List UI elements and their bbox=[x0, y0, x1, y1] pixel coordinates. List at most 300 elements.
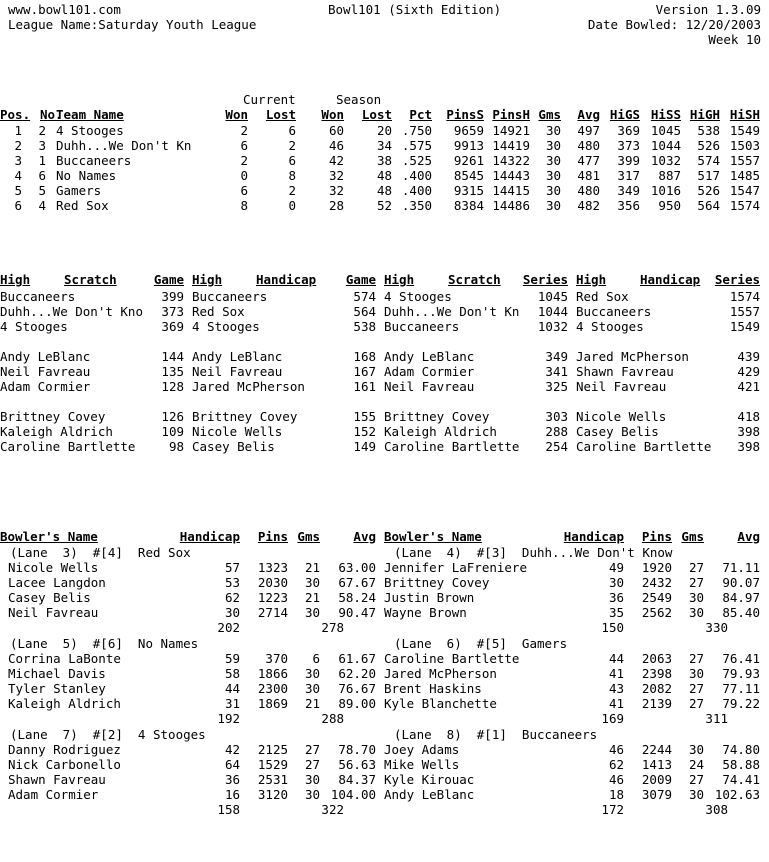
bowler-name: Kaleigh Aldrich bbox=[8, 696, 121, 711]
bowler-average: 84.37 bbox=[338, 772, 376, 787]
bowler-col-header: Bowler's Name bbox=[384, 529, 482, 544]
bowler-handicap: 35 bbox=[608, 605, 624, 620]
high-value: 135 bbox=[161, 364, 184, 379]
standings-cell: 5 bbox=[38, 183, 46, 198]
standings-col-header: Pct bbox=[409, 107, 432, 122]
high-name: Jared McPherson bbox=[576, 349, 689, 364]
bowler-handicap: 59 bbox=[224, 651, 240, 666]
standings-cell: 481 bbox=[577, 168, 600, 183]
standings-col-header: HiSH bbox=[729, 107, 760, 122]
bowler-pins: 1869 bbox=[257, 696, 288, 711]
lane-title: (Lane 7) #[2] 4 Stooges bbox=[10, 727, 206, 742]
bowler-handicap: 46 bbox=[608, 742, 624, 757]
bowler-handicap: 64 bbox=[224, 757, 240, 772]
bowler-average: 89.00 bbox=[338, 696, 376, 711]
lane-handicap-total: 172 bbox=[601, 802, 624, 817]
bowler-pins: 1323 bbox=[257, 560, 288, 575]
standings-cell: 6 bbox=[288, 123, 296, 138]
standings-cell: 1485 bbox=[729, 168, 760, 183]
standings-cell: 2 bbox=[240, 123, 248, 138]
high-name: Kaleigh Aldrich bbox=[384, 424, 497, 439]
bowler-average: 90.47 bbox=[338, 605, 376, 620]
high-name: Duhh...We Don't Kno bbox=[0, 304, 143, 319]
bowler-col-header: Gms bbox=[297, 529, 320, 544]
high-value: 341 bbox=[545, 364, 568, 379]
standings-col-header: Lost bbox=[265, 107, 296, 122]
high-value: 325 bbox=[545, 379, 568, 394]
lane-handicap-total: 158 bbox=[217, 802, 240, 817]
bowler-games: 24 bbox=[688, 757, 704, 772]
high-name: Jared McPherson bbox=[192, 379, 305, 394]
bowler-average: 63.00 bbox=[338, 560, 376, 575]
high-name: Adam Cormier bbox=[0, 379, 91, 394]
high-value: 1574 bbox=[729, 289, 760, 304]
lane-average-total: 322 bbox=[321, 802, 344, 817]
high-value: 398 bbox=[737, 424, 760, 439]
standings-cell: 2 bbox=[240, 153, 248, 168]
bowler-games: 30 bbox=[304, 772, 320, 787]
standings-cell: 4 bbox=[38, 198, 46, 213]
bowler-pins: 3079 bbox=[641, 787, 672, 802]
bowler-pins: 2531 bbox=[257, 772, 288, 787]
bowler-name: Brent Haskins bbox=[384, 681, 482, 696]
standings-cell: 8384 bbox=[453, 198, 484, 213]
standings-col-header: Lost bbox=[361, 107, 392, 122]
standings-cell: .525 bbox=[401, 153, 432, 168]
standings-cell: 6 bbox=[14, 198, 22, 213]
site-url: www.bowl101.com bbox=[8, 2, 121, 17]
bowler-handicap: 62 bbox=[224, 590, 240, 605]
high-name: Neil Favreau bbox=[576, 379, 667, 394]
standings-cell: 480 bbox=[577, 183, 600, 198]
app-title: Bowl101 (Sixth Edition) bbox=[328, 2, 502, 17]
standings-cell: 14486 bbox=[492, 198, 530, 213]
standings-cell: 32 bbox=[328, 168, 344, 183]
bowler-average: 58.24 bbox=[338, 590, 376, 605]
standings-cell: 3 bbox=[38, 138, 46, 153]
standings-cell: 564 bbox=[697, 198, 720, 213]
bowler-pins: 2139 bbox=[641, 696, 672, 711]
standings-cell: 9913 bbox=[453, 138, 484, 153]
standings-cell: 482 bbox=[577, 198, 600, 213]
bowler-games: 6 bbox=[312, 651, 320, 666]
bowler-col-header: Handicap bbox=[179, 529, 240, 544]
standings-cell: 349 bbox=[617, 183, 640, 198]
high-value: 1044 bbox=[537, 304, 568, 319]
standings-col-header: No. bbox=[40, 107, 63, 122]
standings-cell: 9659 bbox=[453, 123, 484, 138]
standings-col-header: Won bbox=[321, 107, 344, 122]
standings-col-header: Gms bbox=[538, 107, 561, 122]
high-value: 152 bbox=[353, 424, 376, 439]
bowler-games: 27 bbox=[304, 742, 320, 757]
standings-cell: 30 bbox=[545, 183, 561, 198]
high-name: Andy LeBlanc bbox=[192, 349, 283, 364]
bowler-pins: 2125 bbox=[257, 742, 288, 757]
high-name: Buccaneers bbox=[384, 319, 460, 334]
lane-average-total: 311 bbox=[705, 711, 728, 726]
bowler-handicap: 44 bbox=[224, 681, 240, 696]
standings-cell: 1016 bbox=[650, 183, 681, 198]
highs-col-header: Scratch bbox=[64, 272, 117, 287]
standings-cell: 1045 bbox=[650, 123, 681, 138]
standings-cell: 28 bbox=[328, 198, 344, 213]
high-value: 161 bbox=[353, 379, 376, 394]
standings-cell: 369 bbox=[617, 123, 640, 138]
bowler-handicap: 57 bbox=[224, 560, 240, 575]
standings-cell: 526 bbox=[697, 138, 720, 153]
team-name: Buccaneers bbox=[56, 153, 132, 168]
lane-handicap-total: 150 bbox=[601, 620, 624, 635]
bowler-average: 76.67 bbox=[338, 681, 376, 696]
high-value: 1032 bbox=[537, 319, 568, 334]
high-name: Nicole Wells bbox=[576, 409, 667, 424]
highs-col-header: High bbox=[192, 272, 223, 287]
bowler-average: 84.97 bbox=[722, 590, 760, 605]
lane-average-total: 308 bbox=[705, 802, 728, 817]
league-name: League Name:Saturday Youth League bbox=[8, 17, 257, 32]
high-name: Caroline Bartlette bbox=[576, 439, 712, 454]
bowler-pins: 2398 bbox=[641, 666, 672, 681]
highs-col-header: High bbox=[384, 272, 415, 287]
bowler-games: 30 bbox=[688, 605, 704, 620]
week-label: Week 10 bbox=[708, 32, 761, 47]
bowler-average: 79.93 bbox=[722, 666, 760, 681]
bowler-col-header: Gms bbox=[681, 529, 704, 544]
bowler-games: 30 bbox=[304, 575, 320, 590]
standings-cell: 5 bbox=[14, 183, 22, 198]
team-name: Gamers bbox=[56, 183, 102, 198]
bowler-handicap: 42 bbox=[224, 742, 240, 757]
bowler-average: 77.11 bbox=[722, 681, 760, 696]
standings-cell: 526 bbox=[697, 183, 720, 198]
high-value: 1549 bbox=[729, 319, 760, 334]
high-value: 155 bbox=[353, 409, 376, 424]
lane-handicap-total: 202 bbox=[217, 620, 240, 635]
high-name: Andy LeBlanc bbox=[0, 349, 91, 364]
bowler-average: 102.63 bbox=[714, 787, 760, 802]
standings-col-header: Team Name bbox=[56, 107, 124, 122]
highs-col-header: Series bbox=[714, 272, 760, 287]
standings-col-header: Pos. bbox=[0, 107, 31, 122]
standings-cell: 48 bbox=[376, 168, 392, 183]
bowler-average: 67.67 bbox=[338, 575, 376, 590]
bowler-col-header: Avg bbox=[353, 529, 376, 544]
high-name: Brittney Covey bbox=[384, 409, 490, 424]
standings-cell: 0 bbox=[288, 198, 296, 213]
high-name: Buccaneers bbox=[576, 304, 652, 319]
bowler-handicap: 49 bbox=[608, 560, 624, 575]
standings-cell: 9261 bbox=[453, 153, 484, 168]
high-value: 574 bbox=[353, 289, 376, 304]
high-name: Casey Belis bbox=[576, 424, 659, 439]
bowler-name: Caroline Bartlette bbox=[384, 651, 520, 666]
standings-cell: 3 bbox=[14, 153, 22, 168]
bowler-handicap: 43 bbox=[608, 681, 624, 696]
standings-cell: 14415 bbox=[492, 183, 530, 198]
high-value: 439 bbox=[737, 349, 760, 364]
bowler-col-header: Avg bbox=[737, 529, 760, 544]
bowler-col-header: Pins bbox=[257, 529, 288, 544]
bowler-pins: 2082 bbox=[641, 681, 672, 696]
bowler-name: Mike Wells bbox=[384, 757, 460, 772]
high-name: Kaleigh Aldrich bbox=[0, 424, 113, 439]
bowler-games: 30 bbox=[688, 742, 704, 757]
standings-col-header: HiSS bbox=[650, 107, 681, 122]
team-name: No Names bbox=[56, 168, 117, 183]
high-name: Duhh...We Don't Kn bbox=[384, 304, 520, 319]
bowler-handicap: 31 bbox=[224, 696, 240, 711]
bowler-pins: 370 bbox=[265, 651, 288, 666]
high-name: 4 Stooges bbox=[576, 319, 644, 334]
standings-cell: 950 bbox=[658, 198, 681, 213]
highs-col-header: Scratch bbox=[448, 272, 501, 287]
bowler-games: 30 bbox=[304, 605, 320, 620]
high-name: Brittney Covey bbox=[192, 409, 298, 424]
bowler-col-header: Handicap bbox=[563, 529, 624, 544]
standings-cell: 30 bbox=[545, 198, 561, 213]
highs-col-header: High bbox=[576, 272, 607, 287]
standings-cell: .400 bbox=[401, 183, 432, 198]
standings-cell: 517 bbox=[697, 168, 720, 183]
bowler-average: 90.07 bbox=[722, 575, 760, 590]
bowler-pins: 1920 bbox=[641, 560, 672, 575]
standings-cell: 574 bbox=[697, 153, 720, 168]
high-value: 109 bbox=[161, 424, 184, 439]
lane-title: (Lane 3) #[4] Red Sox bbox=[10, 545, 191, 560]
standings-cell: 30 bbox=[545, 168, 561, 183]
standings-cell: 887 bbox=[658, 168, 681, 183]
high-name: 4 Stooges bbox=[192, 319, 260, 334]
bowler-name: Kyle Kirouac bbox=[384, 772, 475, 787]
high-value: 254 bbox=[545, 439, 568, 454]
high-name: Red Sox bbox=[576, 289, 629, 304]
standings-cell: 2 bbox=[38, 123, 46, 138]
lane-title: (Lane 5) #[6] No Names bbox=[10, 636, 199, 651]
bowler-name: Corrina LaBonte bbox=[8, 651, 121, 666]
standings-cell: 1547 bbox=[729, 183, 760, 198]
highs-col-header: Series bbox=[522, 272, 568, 287]
high-name: Brittney Covey bbox=[0, 409, 106, 424]
bowler-name: Adam Cormier bbox=[8, 787, 99, 802]
high-value: 168 bbox=[353, 349, 376, 364]
bowler-pins: 2432 bbox=[641, 575, 672, 590]
highs-col-header: Handicap bbox=[640, 272, 701, 287]
standings-cell: .400 bbox=[401, 168, 432, 183]
standings-cell: 538 bbox=[697, 123, 720, 138]
high-value: 429 bbox=[737, 364, 760, 379]
high-value: 288 bbox=[545, 424, 568, 439]
bowler-pins: 2030 bbox=[257, 575, 288, 590]
standings-cell: 20 bbox=[376, 123, 392, 138]
bowler-pins: 1413 bbox=[641, 757, 672, 772]
high-value: 373 bbox=[161, 304, 184, 319]
high-name: 4 Stooges bbox=[0, 319, 68, 334]
high-name: Neil Favreau bbox=[384, 379, 475, 394]
bowler-average: 85.40 bbox=[722, 605, 760, 620]
high-value: 369 bbox=[161, 319, 184, 334]
bowler-pins: 2009 bbox=[641, 772, 672, 787]
bowler-games: 27 bbox=[688, 772, 704, 787]
highs-col-header: Handicap bbox=[256, 272, 317, 287]
standings-cell: 14419 bbox=[492, 138, 530, 153]
bowler-handicap: 41 bbox=[608, 696, 624, 711]
high-name: Caroline Bartlette bbox=[384, 439, 520, 454]
bowler-average: 76.41 bbox=[722, 651, 760, 666]
bowler-games: 21 bbox=[304, 560, 320, 575]
bowler-games: 27 bbox=[688, 696, 704, 711]
lane-handicap-total: 192 bbox=[217, 711, 240, 726]
high-name: 4 Stooges bbox=[384, 289, 452, 304]
high-name: Caroline Bartlette bbox=[0, 439, 136, 454]
lane-title: (Lane 4) #[3] Duhh...We Don't Know bbox=[394, 545, 673, 560]
standings-cell: 14322 bbox=[492, 153, 530, 168]
bowler-handicap: 46 bbox=[608, 772, 624, 787]
bowler-average: 62.20 bbox=[338, 666, 376, 681]
standings-cell: 8 bbox=[240, 198, 248, 213]
bowler-average: 74.80 bbox=[722, 742, 760, 757]
high-name: Andy LeBlanc bbox=[384, 349, 475, 364]
highs-col-header: Game bbox=[153, 272, 184, 287]
bowler-name: Neil Favreau bbox=[8, 605, 99, 620]
high-value: 418 bbox=[737, 409, 760, 424]
team-name: 4 Stooges bbox=[56, 123, 124, 138]
bowler-pins: 3120 bbox=[257, 787, 288, 802]
bowler-name: Shawn Favreau bbox=[8, 772, 106, 787]
high-value: 1045 bbox=[537, 289, 568, 304]
current-group-label: Current bbox=[243, 92, 296, 107]
bowler-handicap: 36 bbox=[608, 590, 624, 605]
bowler-handicap: 16 bbox=[224, 787, 240, 802]
highs-col-header: High bbox=[0, 272, 31, 287]
standings-cell: 1032 bbox=[650, 153, 681, 168]
standings-cell: 46 bbox=[328, 138, 344, 153]
lane-average-total: 278 bbox=[321, 620, 344, 635]
bowler-games: 27 bbox=[688, 681, 704, 696]
bowler-name: Jennifer LaFreniere bbox=[384, 560, 527, 575]
standings-cell: 373 bbox=[617, 138, 640, 153]
high-name: Buccaneers bbox=[0, 289, 76, 304]
standings-cell: 30 bbox=[545, 153, 561, 168]
standings-cell: 1549 bbox=[729, 123, 760, 138]
bowler-handicap: 44 bbox=[608, 651, 624, 666]
standings-cell: 2 bbox=[288, 183, 296, 198]
standings-col-header: HiGS bbox=[609, 107, 640, 122]
bowler-col-header: Bowler's Name bbox=[0, 529, 98, 544]
bowler-handicap: 36 bbox=[224, 772, 240, 787]
standings-cell: .350 bbox=[401, 198, 432, 213]
lane-average-total: 330 bbox=[705, 620, 728, 635]
bowler-average: 61.67 bbox=[338, 651, 376, 666]
bowler-name: Tyler Stanley bbox=[8, 681, 106, 696]
bowler-pins: 2244 bbox=[641, 742, 672, 757]
version-label: Version 1.3.09 bbox=[655, 2, 761, 17]
bowler-name: Nick Carbonello bbox=[8, 757, 121, 772]
bowler-handicap: 41 bbox=[608, 666, 624, 681]
lane-average-total: 288 bbox=[321, 711, 344, 726]
bowler-handicap: 18 bbox=[608, 787, 624, 802]
bowler-games: 30 bbox=[688, 590, 704, 605]
standings-cell: 30 bbox=[545, 138, 561, 153]
date-bowled: Date Bowled: 12/20/2003 bbox=[587, 17, 761, 32]
standings-cell: 6 bbox=[240, 183, 248, 198]
standings-cell: 14443 bbox=[492, 168, 530, 183]
standings-cell: 480 bbox=[577, 138, 600, 153]
bowler-handicap: 62 bbox=[608, 757, 624, 772]
bowler-pins: 1223 bbox=[257, 590, 288, 605]
bowler-games: 30 bbox=[688, 666, 704, 681]
high-name: Casey Belis bbox=[192, 439, 275, 454]
high-value: 421 bbox=[737, 379, 760, 394]
lane-title: (Lane 6) #[5] Gamers bbox=[394, 636, 568, 651]
standings-cell: 1574 bbox=[729, 198, 760, 213]
bowler-pins: 2714 bbox=[257, 605, 288, 620]
bowler-games: 27 bbox=[304, 757, 320, 772]
standings-cell: 356 bbox=[617, 198, 640, 213]
standings-col-header: PinsH bbox=[492, 107, 530, 122]
bowler-average: 56.63 bbox=[338, 757, 376, 772]
standings-cell: 317 bbox=[617, 168, 640, 183]
bowler-games: 21 bbox=[304, 696, 320, 711]
standings-cell: 32 bbox=[328, 183, 344, 198]
standings-cell: 6 bbox=[240, 138, 248, 153]
high-value: 399 bbox=[161, 289, 184, 304]
high-value: 1557 bbox=[729, 304, 760, 319]
standings-cell: 0 bbox=[240, 168, 248, 183]
high-name: Neil Favreau bbox=[192, 364, 283, 379]
standings-cell: 1 bbox=[38, 153, 46, 168]
high-name: Red Sox bbox=[192, 304, 245, 319]
bowler-games: 27 bbox=[688, 651, 704, 666]
standings-cell: 30 bbox=[545, 123, 561, 138]
bowler-pins: 2300 bbox=[257, 681, 288, 696]
standings-cell: 4 bbox=[14, 168, 22, 183]
standings-cell: 1503 bbox=[729, 138, 760, 153]
standings-cell: 8 bbox=[288, 168, 296, 183]
high-name: Adam Cormier bbox=[384, 364, 475, 379]
bowler-games: 27 bbox=[688, 560, 704, 575]
standings-col-header: PinsS bbox=[446, 107, 484, 122]
high-value: 398 bbox=[737, 439, 760, 454]
bowler-games: 21 bbox=[304, 590, 320, 605]
standings-cell: 2 bbox=[288, 138, 296, 153]
standings-col-header: HiGH bbox=[689, 107, 720, 122]
standings-cell: 14921 bbox=[492, 123, 530, 138]
bowler-handicap: 30 bbox=[608, 575, 624, 590]
high-value: 144 bbox=[161, 349, 184, 364]
highs-col-header: Game bbox=[345, 272, 376, 287]
standings-cell: 34 bbox=[376, 138, 392, 153]
bowler-average: 78.70 bbox=[338, 742, 376, 757]
bowler-games: 30 bbox=[304, 681, 320, 696]
high-name: Buccaneers bbox=[192, 289, 268, 304]
bowler-games: 30 bbox=[304, 666, 320, 681]
standings-cell: .750 bbox=[401, 123, 432, 138]
high-value: 538 bbox=[353, 319, 376, 334]
bowler-name: Kyle Blanchette bbox=[384, 696, 497, 711]
standings-cell: 52 bbox=[376, 198, 392, 213]
high-name: Nicole Wells bbox=[192, 424, 283, 439]
bowler-pins: 2549 bbox=[641, 590, 672, 605]
standings-cell: .575 bbox=[401, 138, 432, 153]
high-value: 564 bbox=[353, 304, 376, 319]
bowler-name: Lacee Langdon bbox=[8, 575, 106, 590]
standings-cell: 399 bbox=[617, 153, 640, 168]
standings-cell: 6 bbox=[288, 153, 296, 168]
standings-cell: 9315 bbox=[453, 183, 484, 198]
lane-handicap-total: 169 bbox=[601, 711, 624, 726]
high-value: 126 bbox=[161, 409, 184, 424]
